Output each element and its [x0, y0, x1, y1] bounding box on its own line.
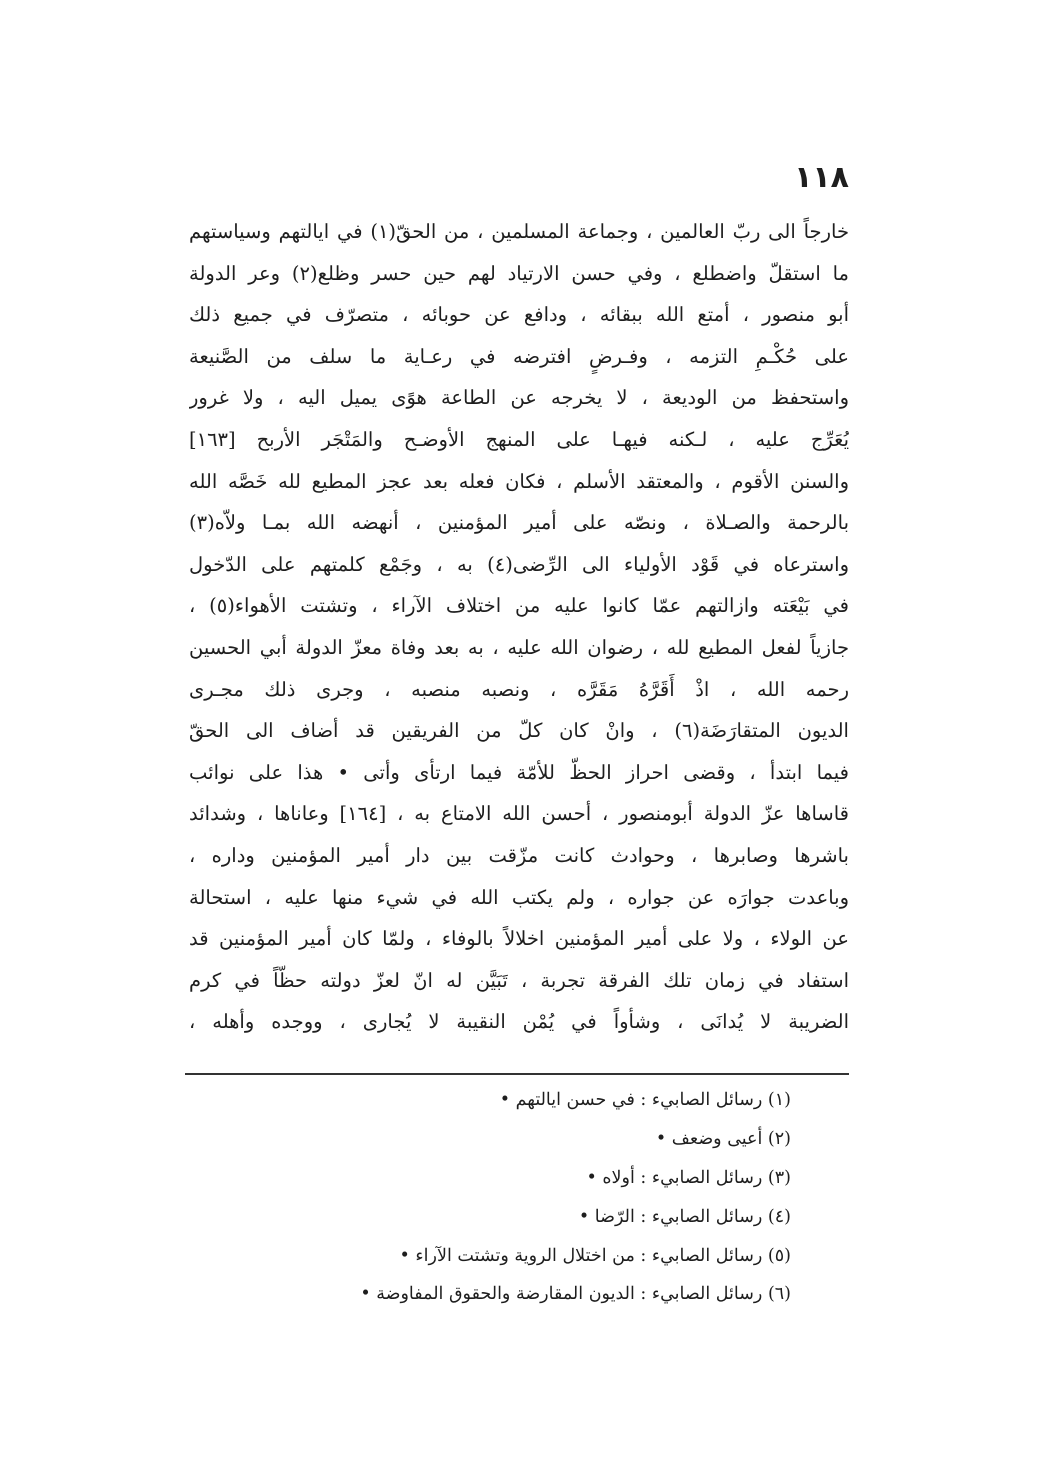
footnote-divider	[185, 1073, 849, 1075]
text-line: والسنن الأقوم ، والمعتقد الأسلم ، فكان فعله بعد عجز المطيع لله خَصَّه الله	[189, 469, 849, 493]
text-line: في بَيْعَته وازالتهم عمّا كانوا عليه من اختلاف الآراء ، وتشتت الأهواء(٥) ،	[189, 594, 849, 618]
text-line: استفاد في زمان تلك الفرقة تجربة ، تَبَيَّن له انّ لعزّ دولته حظّاً في كرم	[189, 968, 849, 992]
text-line: جازياً لفعل المطيع لله ، رضوان الله عليه ، به بعد وفاة معزّ الدولة أبي الحسين	[189, 635, 849, 659]
text-line: عن الولاء ، ولا على أمير المؤمنين اخلالاً بالوفاء ، ولمّا كان أمير المؤمنين قد	[189, 927, 849, 951]
footnote: (١) رسائل الصابيء : في حسن ايالتهم •	[499, 1090, 791, 1110]
text-line: باشرها وصابرها ، وحوادث كانت مزّقت بين دار أمير المؤمنين وداره ،	[189, 843, 849, 867]
text-line: الديون المتقارَضَة(٦) ، وانْ كان كلّ من الفريقين قد أضاف الى الحقّ	[189, 719, 849, 743]
text-line: على حُكْـمِ التزمه ، وفـرضٍ افترضه في رعـاية ما سلف من الصَّنيعة	[189, 344, 849, 368]
text-line: بالرحمة والصـلاة ، ونصّه على أمير المؤمنين ، أنهضه الله بمـا ولاّه(٣)	[189, 511, 849, 535]
main-text-block	[189, 211, 849, 1043]
footnote: (٣) رسائل الصابيء : أولاه •	[586, 1167, 791, 1188]
text-line: واسترعاه في قَوْد الأولياء الى الرِّضى(٤) به ، وجَمْع كلمتهم على الدّخول	[189, 552, 849, 576]
footnote: (٢) أعيى وضعف •	[655, 1128, 791, 1149]
footnote: (٤) رسائل الصابيء : الرّضا •	[578, 1206, 791, 1227]
footnote: (٦) رسائل الصابيء : الديون المقارضة والحقوق المفاوضة •	[360, 1284, 791, 1305]
text-line: الضريبة لا يُدانَى ، وشأواً في يُمْن النقيبة لا يُجارى ، ووجده وأهله ،	[189, 1010, 849, 1034]
text-line: يُعَرِّج عليه ، لـكنه فيهـا على المنهج الأوضـح والمَتْجَر الأربح [١٦٣]	[189, 427, 849, 451]
text-line: وباعدت جوارَه عن جواره ، ولم يكتب الله في شيء منها عليه ، استحالة	[189, 885, 849, 909]
text-line: رحمه الله ، اذْ أَقَرَّهُ مَقَرَّه ، ونصبه منصبه ، وجرى ذلك مجـرى	[189, 677, 849, 701]
text-line: فيما ابتدأ ، وقضى احراز الحظّ للأمّة فيما ارتأى وأتى • هذا على نوائب	[189, 760, 849, 784]
page-number: ١١٨	[794, 160, 849, 195]
text-line: أبو منصور ، أمتع الله ببقائه ، ودافع عن حوبائه ، متصرّف في جميع ذلك	[189, 303, 849, 327]
text-line: ما استقلّ واضطلع ، وفي حسن الارتياد لهم حين حسر وظلع(٢) وعر الدولة	[189, 261, 849, 285]
text-line: قاساها عزّ الدولة أبومنصور ، أحسن الله الامتاع به ، [١٦٤] وعاناها ، وشدائد	[189, 802, 849, 826]
footnote: (٥) رسائل الصابيء : من اختلال الروية وتشتت الآراء •	[399, 1245, 791, 1266]
text-line: واستحفظ من الوديعة ، لا يخرجه عن الطاعة هوًى يميل اليه ، ولا غرور	[189, 386, 849, 410]
text-line: خارجاً الى ربّ العالمين ، وجماعة المسلمين ، من الحقّ(١) في ايالتهم وسياستهم	[189, 220, 849, 243]
footnotes-block	[231, 1081, 791, 1314]
